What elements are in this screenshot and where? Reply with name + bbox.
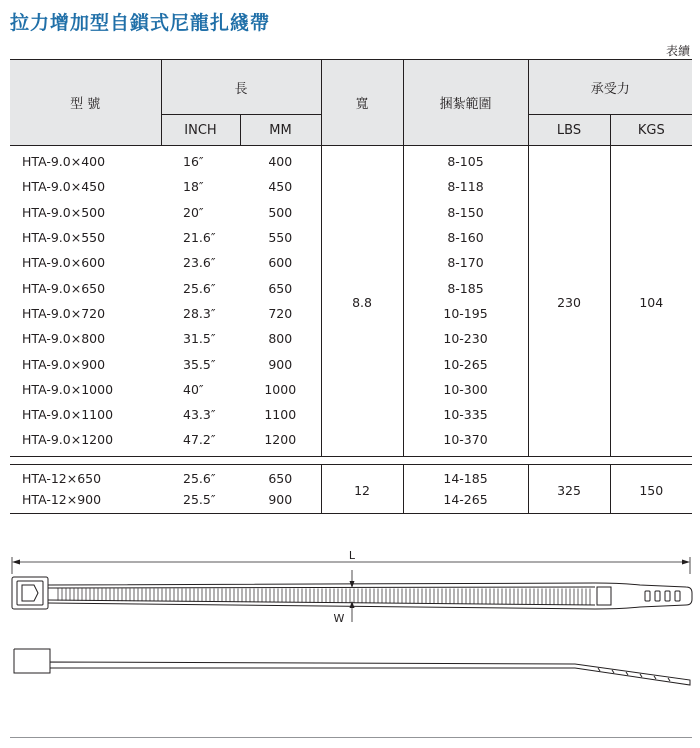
- cable-tie-side-view: [14, 649, 690, 685]
- width-label: W: [333, 612, 345, 625]
- cell-bundle: 10-370: [403, 427, 528, 456]
- cell-bundle: 10-300: [403, 377, 528, 402]
- cell-bundle: 10-195: [403, 301, 528, 326]
- cell-inch: 20″: [183, 204, 204, 220]
- header-inch: INCH: [161, 115, 240, 146]
- cell-bundle: 8-185: [403, 275, 528, 300]
- page-title: 拉力增加型自鎖式尼龍扎綫帶: [10, 12, 271, 34]
- cell-mm: 900: [240, 489, 321, 514]
- cell-inch: 31.5″: [183, 331, 216, 347]
- cell-inch: 35.5″: [183, 356, 216, 372]
- cell-inch: 21.6″: [183, 230, 216, 246]
- cell-model: HTA-9.0×650: [22, 280, 106, 296]
- cell-bundle: 10-230: [403, 326, 528, 351]
- cell-model: HTA-9.0×500: [22, 204, 106, 220]
- length-dimension: [12, 549, 690, 574]
- spec-table: [10, 59, 692, 514]
- cell-inch: 25.6″: [183, 280, 216, 296]
- cell-model: HTA-9.0×550: [22, 230, 106, 246]
- cell-mm: 900: [268, 356, 293, 372]
- cell-mm: 1000: [264, 381, 297, 397]
- cell-inch: 16″: [183, 154, 204, 170]
- cell-mm: 500: [268, 204, 293, 220]
- cell-mm: 650: [268, 280, 293, 296]
- header-mm: MM: [240, 115, 321, 146]
- cell-mm: 1200: [240, 427, 321, 456]
- header-model: 型 號: [10, 60, 161, 146]
- table-continued-label: 表續: [665, 44, 690, 58]
- length-label: L: [348, 549, 356, 562]
- header-tensile-strength: 承受力: [528, 60, 692, 115]
- cell-model: HTA-9.0×720: [22, 305, 106, 321]
- cell-bundle: 10-265: [403, 351, 528, 376]
- cell-model: HTA-12×900: [10, 489, 161, 514]
- header-length: 長: [161, 60, 321, 115]
- cell-model: HTA-9.0×1100: [22, 407, 114, 423]
- header-kgs: KGS: [610, 115, 692, 146]
- cell-model: HTA-9.0×1000: [22, 381, 114, 397]
- cell-model: HTA-9.0×400: [22, 154, 106, 170]
- bottom-divider: [10, 737, 692, 738]
- cell-bundle: 8-150: [403, 200, 528, 225]
- cell-bundle: 14-185: [403, 464, 528, 489]
- cell-bundle: 8-105: [403, 146, 528, 175]
- cell-inch: 43.3″: [183, 407, 216, 423]
- cell-mm: 450: [268, 179, 293, 195]
- cell-inch: 25.5″: [161, 489, 240, 514]
- cell-mm: 400: [268, 154, 293, 170]
- cell-bundle: 10-335: [403, 402, 528, 427]
- cell-mm: 550: [268, 230, 293, 246]
- cell-mm: 600: [268, 255, 293, 271]
- header-bundle-range: 捆紮範圍: [403, 60, 528, 146]
- cell-inch: 47.2″: [161, 427, 240, 456]
- cell-inch: 18″: [183, 179, 204, 195]
- cell-model: HTA-9.0×450: [22, 179, 106, 195]
- cell-model: HTA-9.0×600: [22, 255, 106, 271]
- cell-inch: 28.3″: [183, 305, 216, 321]
- cell-mm: 800: [268, 331, 293, 347]
- cell-kgs-group2: 150: [610, 464, 692, 513]
- cell-model: HTA-9.0×900: [22, 356, 106, 372]
- cell-lbs-group1: 230: [528, 146, 610, 457]
- cell-mm: 720: [268, 305, 293, 321]
- cell-mm: 1100: [264, 407, 297, 423]
- cell-model: HTA-9.0×1200: [10, 427, 161, 456]
- header-lbs: LBS: [528, 115, 610, 146]
- cell-mm: 650: [240, 464, 321, 489]
- cell-model: HTA-9.0×800: [22, 331, 106, 347]
- cell-inch: 25.6″: [161, 464, 240, 489]
- cell-inch: 23.6″: [183, 255, 216, 271]
- cell-bundle: 14-265: [403, 489, 528, 514]
- cable-tie-drawing: [0, 530, 700, 735]
- table-group-gap: [10, 456, 692, 464]
- cell-bundle: 8-170: [403, 250, 528, 275]
- cell-width-group1: 8.8: [321, 146, 403, 457]
- cell-width-group2: 12: [321, 464, 403, 513]
- cell-inch: 40″: [183, 381, 204, 397]
- cell-model: HTA-12×650: [10, 464, 161, 489]
- table-row: [10, 146, 692, 175]
- cell-lbs-group2: 325: [528, 464, 610, 513]
- header-width: 寬: [321, 60, 403, 146]
- cell-bundle: 8-160: [403, 225, 528, 250]
- cell-kgs-group1: 104: [610, 146, 692, 457]
- table-body-group1: [10, 146, 692, 514]
- cell-bundle: 8-118: [403, 174, 528, 199]
- width-dimension: [334, 570, 355, 625]
- table-row: [10, 464, 692, 489]
